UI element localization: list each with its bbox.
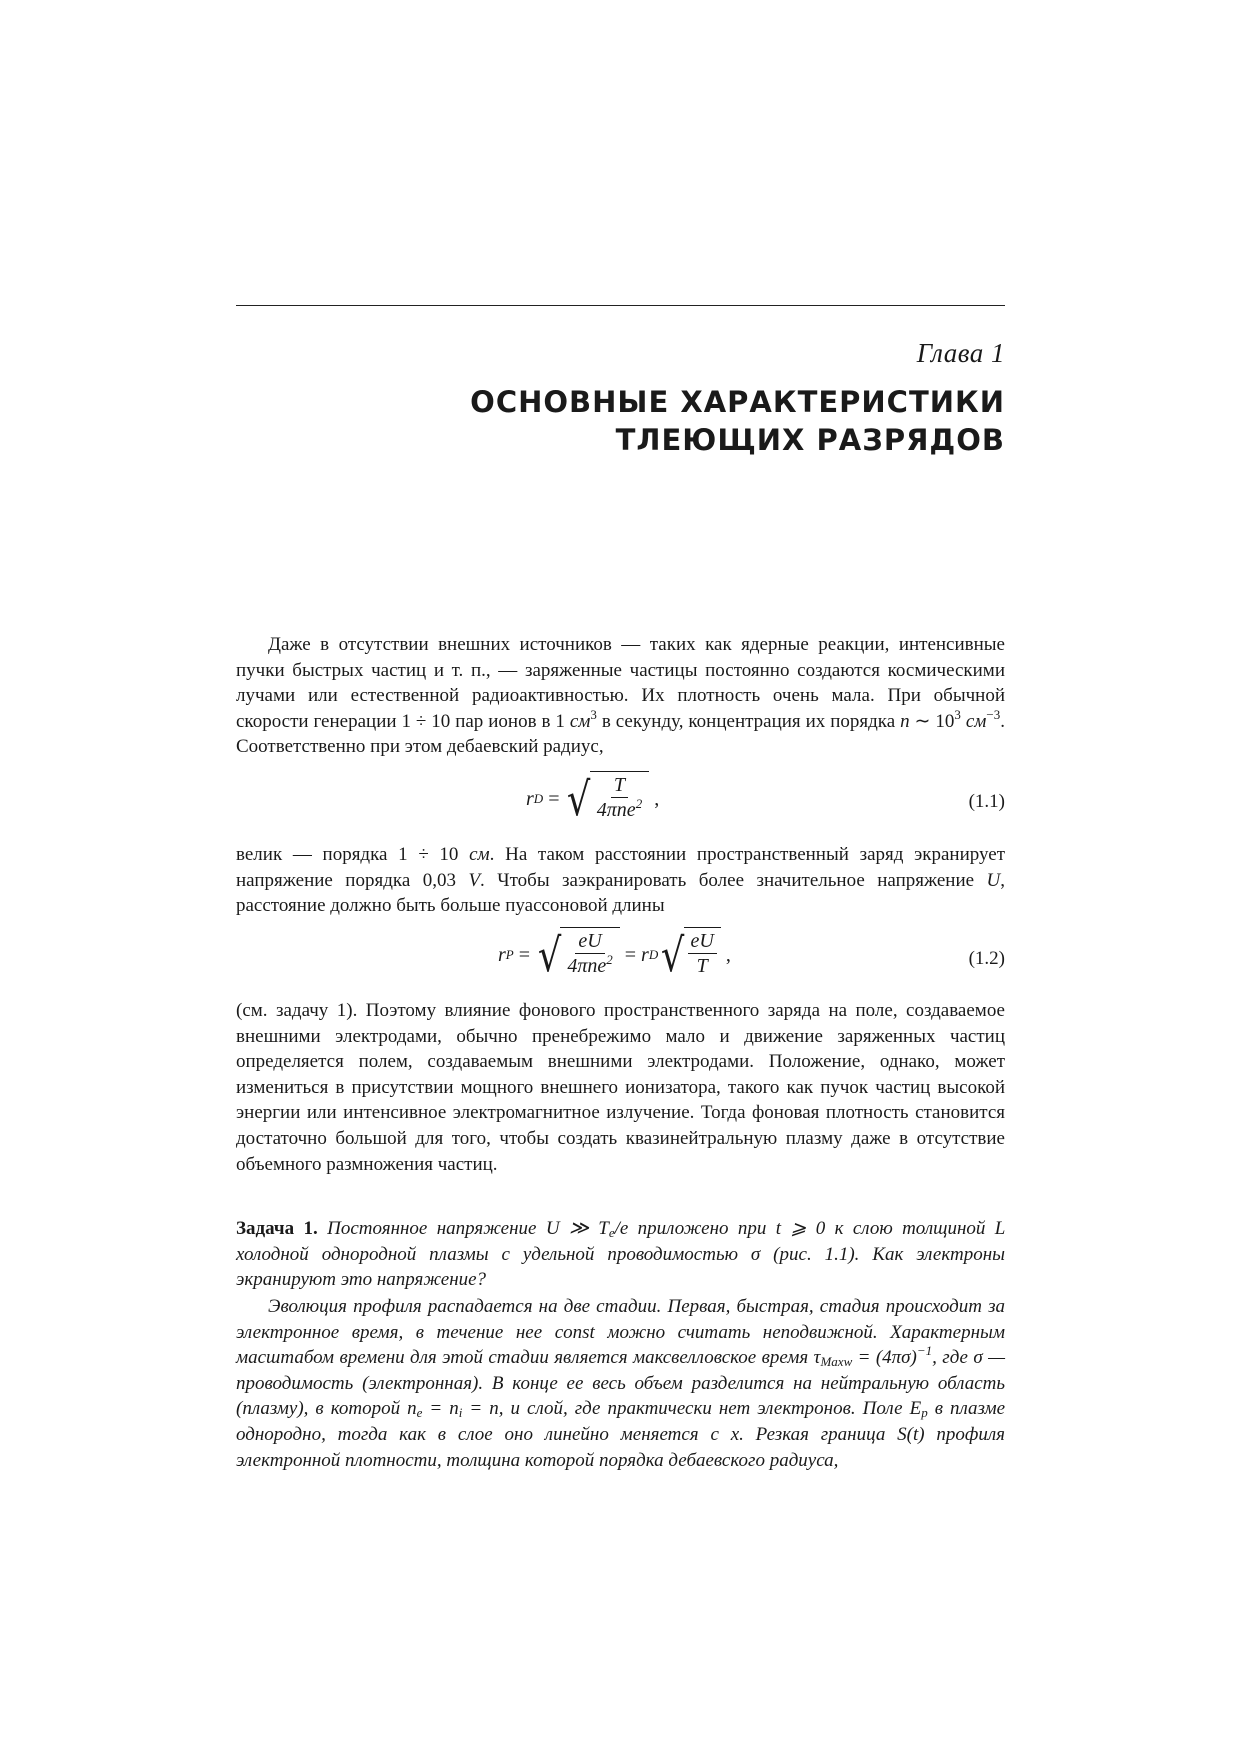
text-span: Эволюция профиля распадается на две стадии. Первая, быстрая, стадия происходит за электронное время, в течение нее const можно считать неподвижной. Характерным масштабом времени для этой стадии является максвелловское время (236, 1296, 1005, 1369)
exponent: −1 (916, 1343, 933, 1359)
text-span: профиля электронной плотности, толщина которой порядка дебаевского радиуса, (236, 1423, 1005, 1471)
text-span: холодной однородной плазмы с удельной проводимостью σ (рис. 1.1). Как электроны экранируют это напряжение? (236, 1243, 1005, 1291)
sqrt-symbol (658, 928, 721, 982)
fraction-denominator (594, 798, 645, 821)
denominator-text: 4πne (567, 955, 607, 977)
math-r: r (526, 787, 534, 810)
math-V: V (468, 869, 481, 891)
subscript: e (608, 1225, 615, 1240)
text-span: Даже в отсутствии внешних источников — таких как ядерные реакции, интенсивные пучки быстрых частиц и т. п., — заряженные частицы постоянно создаются космическими лучами или естественной радиоактивностью. Их плотность очень мала. При обычной скорости генерации 1 ÷ 10 пар ионов в 1 (236, 634, 1005, 732)
chapter-rule (236, 305, 1005, 306)
exponent: 2 (606, 952, 613, 967)
problem-solution-text (236, 1294, 1005, 1473)
text-span: ∼ 10 (909, 710, 955, 732)
math-r: r (641, 943, 649, 966)
problem-solution (236, 1294, 1005, 1473)
equation-1-1-body: r D = √ $\frac{T}{4\pi ne^2}$ , (526, 772, 660, 826)
fraction (594, 774, 645, 821)
equals-sign: = (543, 787, 565, 810)
chapter-title-line-2: ТЛЕЮЩИХ РАЗРЯДОВ (615, 423, 1005, 457)
text-span: = (4πσ) (852, 1347, 917, 1369)
fraction-numerator: eU (688, 930, 717, 954)
radical-sign: √ (661, 928, 685, 982)
math-n: n (900, 710, 910, 732)
paragraph-shielding-text (236, 842, 1005, 919)
math-T: T (598, 1218, 609, 1239)
equation-trailing-comma: , (720, 943, 731, 966)
exponent: 2 (635, 796, 643, 811)
math-r: r (498, 943, 506, 966)
chapter-title (470, 383, 1005, 459)
sqrt-symbol (564, 772, 649, 826)
fraction-denominator (564, 954, 615, 977)
math-U: U (986, 869, 1001, 891)
radicand (684, 927, 721, 977)
fraction-denominator: T (696, 955, 708, 977)
math-tau: τ (813, 1347, 821, 1369)
text-span: ≫ (559, 1218, 599, 1239)
chapter-title-line-1: ОСНОВНЫЕ ХАРАКТЕРИСТИКИ (470, 385, 1005, 419)
sqrt-symbol (535, 928, 620, 982)
paragraph-intro-text (236, 632, 1005, 760)
text-span: /e приложено при (614, 1218, 776, 1239)
text-span: , расстояние должно быть больше пуассоновой длины (236, 869, 1005, 917)
paragraph-intro (236, 632, 1005, 760)
unit-cm: см (960, 710, 987, 732)
text-span: в секунду, концентрация их порядка (596, 710, 901, 732)
math-U: U (545, 1218, 560, 1239)
equation-1-1 (236, 772, 1005, 833)
paragraph-shielding (236, 842, 1005, 919)
paragraph-background (236, 998, 1005, 1177)
math-E: E (909, 1398, 922, 1420)
unit-cm: см (469, 844, 490, 865)
problem-statement-text (236, 1216, 1005, 1293)
paragraph-background-text: (см. задачу 1). Поэтому влияние фонового пространственного заряда на поле, создаваемое внешними электродами, обычно пренебрежимо мало и движение заряженных частиц определяется полем, создаваемым внешними электродами. Положение, однако, может измениться в присутствии мощного внешнего ионизатора, такого как пучок частиц высокой энергии или интенсивное электромагнитное излучение. Тогда фоновая плотность становится достаточно большой для того, чтобы создать квазинейтральную плазму даже в отсутствие объемного размножения частиц. (236, 1000, 1005, 1175)
fraction-numerator: T (611, 774, 628, 798)
problem-label: Задача 1. (236, 1218, 318, 1239)
problem-statement (236, 1216, 1005, 1293)
unit-cm: см (569, 710, 591, 732)
subscript: e (416, 1405, 423, 1421)
equation-1-2-body: r P = √ $\frac{eU}{4\pi ne^2}$ = r D √ $\frac{eU}{T}$ , (498, 928, 731, 982)
denominator-text: 4πne (596, 799, 636, 821)
text-span: . На таком расстоянии пространственный заряд экранирует напряжение порядка 0,03 (236, 844, 1005, 891)
exponent: 3 (590, 706, 597, 722)
exponent: 3 (954, 706, 961, 722)
equation-1-2 (236, 928, 1005, 991)
radicand (590, 771, 649, 821)
text-span: = (422, 1398, 450, 1420)
text-span: ⩾ 0 к слою толщиной (781, 1218, 995, 1239)
text-span: велик — порядка 1 ÷ 10 (236, 844, 470, 865)
subscript: p (921, 1405, 928, 1421)
math-t: t (775, 1218, 782, 1239)
text-span: , где σ — проводимость (электронная). В конце ее весь объем разделится на нейтральную область (плазму), в которой (236, 1347, 1005, 1420)
equation-number: (1.1) (968, 791, 1005, 812)
exponent: −3 (986, 706, 1001, 722)
fraction-numerator: eU (575, 930, 604, 954)
equation-trailing-comma: , (649, 787, 660, 810)
subscript: Maxw (820, 1354, 853, 1370)
equals-sign: = (513, 943, 536, 966)
text-span: . Соответственно при этом дебаевский радиус, (236, 710, 1005, 758)
radical-sign: √ (567, 772, 591, 826)
fraction (564, 930, 615, 977)
text-span: = n, и слой, где практически нет электронов. Поле (462, 1398, 910, 1420)
math-n: n (407, 1398, 417, 1420)
math-L: L (994, 1218, 1005, 1239)
radicand (560, 927, 619, 977)
equals-sign: = (619, 943, 642, 966)
math-S: S(t) (897, 1423, 925, 1445)
radical-sign: √ (537, 928, 562, 982)
text-span: . Чтобы заэкранировать более значительное напряжение (480, 869, 987, 891)
text-span: Постоянное напряжение (317, 1218, 546, 1239)
equation-number: (1.2) (968, 948, 1005, 969)
math-n: n (449, 1398, 459, 1420)
fraction (688, 930, 717, 977)
chapter-label: Глава 1 (916, 338, 1005, 368)
text-span: в плазме однородно, тогда как в слое оно линейно меняется с x. Резкая граница (236, 1398, 1006, 1445)
subscript: i (458, 1405, 463, 1421)
